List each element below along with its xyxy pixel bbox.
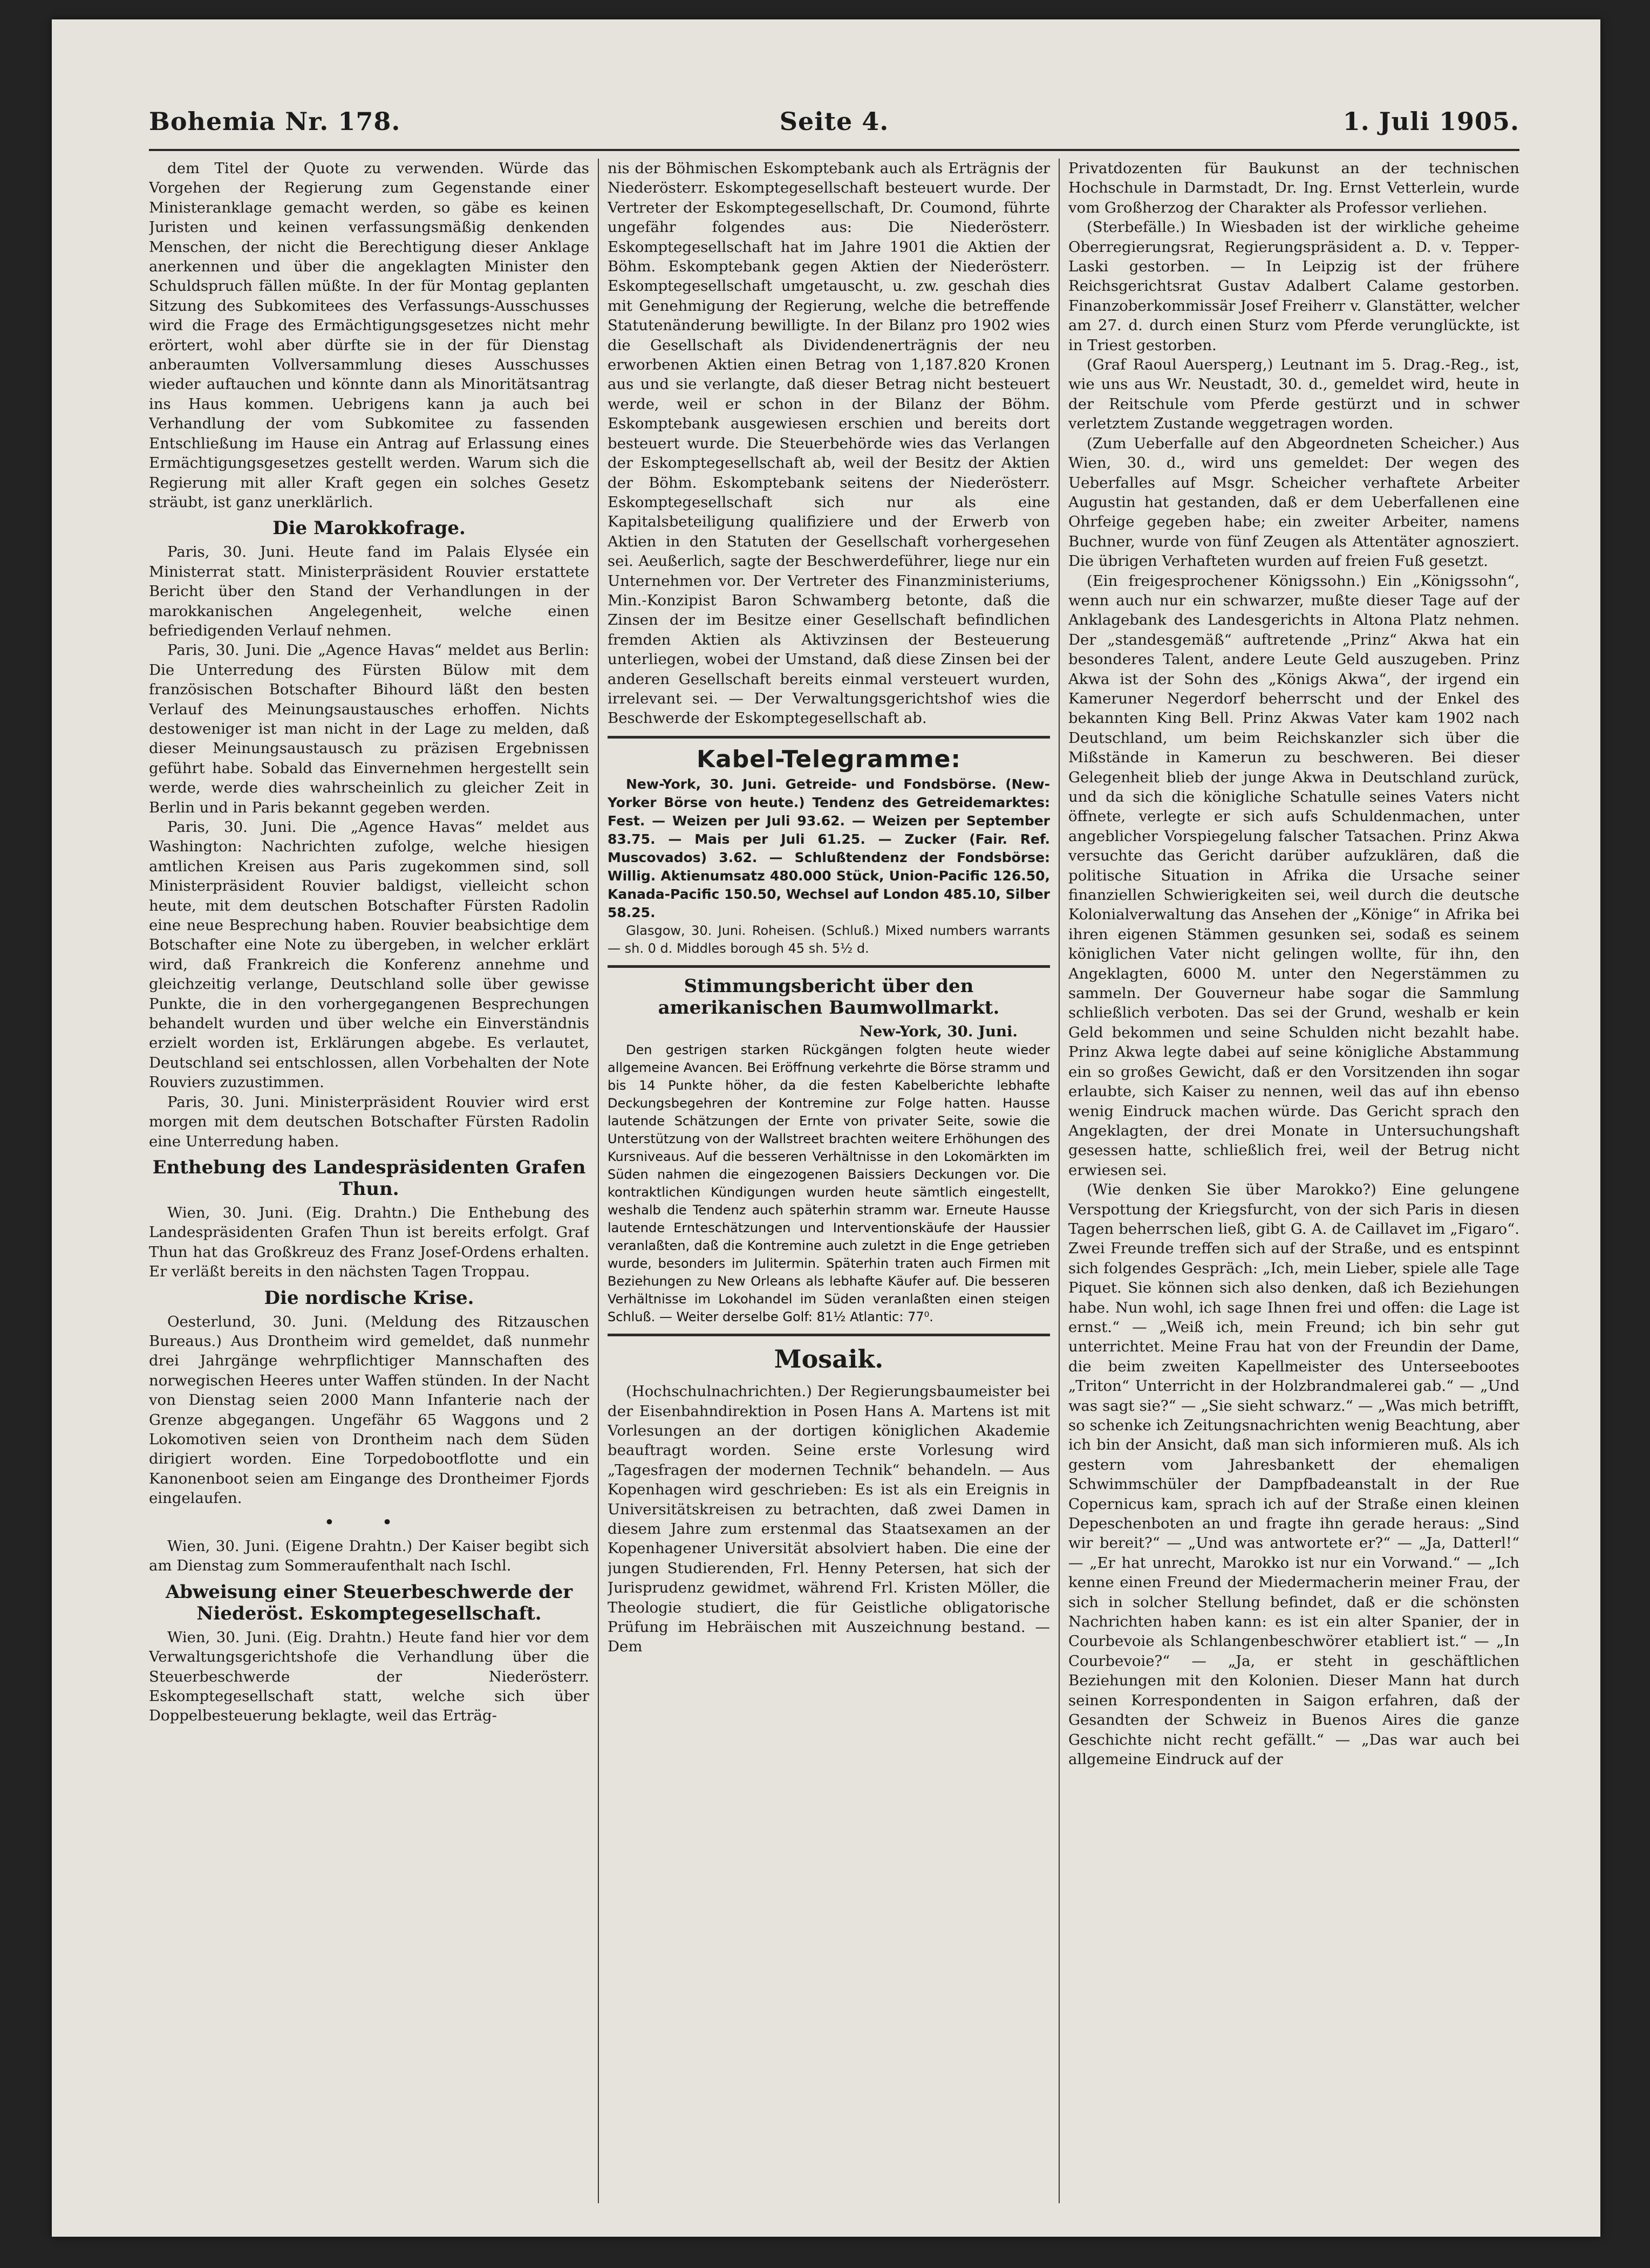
kabel-telegramme-box <box>608 736 1050 968</box>
article-text: Wien, 30. Juni. (Eigene Drahtn.) Der Kaiser begibt sich am Dienstag zum Sommeraufenthalt nach Ischl. <box>149 1538 589 1575</box>
article-text: Paris, 30. Juni. Ministerpräsident Rouvier wird erst morgen mit dem deutschen Botschafter Fürsten Radolin eine Unterredung haben. <box>149 1093 589 1150</box>
article-text: Privatdozenten für Baukunst an der technischen Hochschule in Darmstadt, Dr. Ing. Ernst Vetterlein, wurde vom Großherzog der Charakter als Professor verliehen. <box>1068 160 1519 216</box>
kabel-telegramme-heading: Kabel-Telegramme: <box>697 745 961 773</box>
article-text: Wien, 30. Juni. (Eig. Drahtn.) Die Enthebung des Landespräsidenten Grafen Thun ist bereits erfolgt. Graf Thun hat das Großkreuz des Franz Josef-Ordens erhalten. Er verläßt bereits in den nächsten Tagen Troppau. <box>149 1204 589 1281</box>
column-2 <box>608 159 1050 2209</box>
dateline: New-York, 30. Juni. <box>859 1022 1018 1040</box>
column-1 <box>149 159 589 2209</box>
section-heading-nordische-krise: Die nordische Krise. <box>264 1287 474 1309</box>
masthead-paper-number: Bohemia Nr. 178. <box>149 107 401 136</box>
article-text: nis der Böhmischen Eskomptebank auch als Erträgnis der Niederösterr. Eskomptegesellschaft besteuert wurde. Der Vertreter der Eskomptegesellschaft, Dr. Coumond, führte ungefähr folgendes aus: Die Niederösterr. Eskomptegesellschaft hat im Jahre 1901 die Aktien der Böhm. Eskomptebank gegen Aktien der Niederösterr. Eskomptegesellschaft umgetauscht, u. zw. geschah dies mit Genehmigung der Regierung, welche die betreffende Statutenänderung bewilligte. In der Bilanz pro 1902 wies die Gesellschaft als Dividendenerträgnis der neu erworbenen Aktien einen Betrag von 1,187.820 Kronen aus und sie verlangte, daß dieser Betrag nicht besteuert werde, weil er schon in der Bilanz der Böhm. Eskomptebank ausgewiesen erschien und bereits dort besteuert wurde. Die Steuerbehörde wies das Verlangen der Eskomptegesellschaft ab, weil der Besitz der Aktien der Böhm. Eskomptebank seitens der Niederösterr. Eskomptegesellschaft sich nur als eine Kapitalsbeteiligung qualifiziere und der Erwerb von Aktien in den Statuten der Gesellschaft vorhergesehen sei. Aeußerlich, sagte der Beschwerdeführer, liege nur ein Unternehmen vor. Der Vertreter des Finanzministeriums, Min.-Konzipist Baron Schwamberg betonte, daß die Zinsen der im Besitze einer Gesellschaft befindlichen fremden Aktien als Aktivzinsen der Besteuerung unterliegen, wobei der Umstand, daß diese Zinsen bei der anderen Gesellschaft bereits einmal versteuert wurden, irrelevant sei. — Der Verwaltungsgerichtshof wies die Beschwerde der Eskomptegesellschaft ab. <box>608 160 1050 727</box>
masthead-date: 1. Juli 1905. <box>1342 107 1519 136</box>
section-heading-marokko: Die Marokkofrage. <box>272 517 466 539</box>
article-text: dem Titel der Quote zu verwenden. Würde das Vorgehen der Regierung zum Gegenstande einer Ministeranklage gemacht werden, so gäbe es keinen Juristen und keinen verfassungsmäßig denkenden Menschen, der nicht die Berechtigung dieser Anklage anerkennen und über die angeklagten Minister den Schuldspruch fällen müßte. In der für Montag geplanten Sitzung des Subkomitees des Verfassungs-Ausschusses wird die Frage des Ermächtigungsgesetzes nicht mehr erörtert, wohl aber dürfte sie in der für Dienstag anberaumten Vollversammlung dieses Ausschusses wieder auftauchen und könnte dann als Minoritätsantrag ins Haus kommen. Uebrigens kann ja auch bei Verhandlung der vom Subkomitee zu fassenden Entschließung im Hause ein Antrag auf Erlassung eines Ermächtigungsgesetzes gestellt werden. Warum sich die Regierung mit aller Kraft gegen ein solches Gesetz sträubt, ist ganz unerklärlich. <box>149 160 589 511</box>
article-text: (Graf Raoul Auersperg,) Leutnant im 5. Drag.-Reg., ist, wie uns aus Wr. Neustadt, 30. d., gemeldet wird, heute in der Reitschule vom Pferde gestürzt und in schwer verletztem Zustande weggetragen worden. <box>1068 356 1519 433</box>
article-text: (Wie denken Sie über Marokko?) Eine gelungene Verspottung der Kriegsfurcht, von der sich Paris in diesen Tagen beherrschen ließ, gibt G. A. de Caillavet im „Figaro“. Zwei Freunde treffen sich auf der Straße, und es entspinnt sich folgendes Gespräch: „Ich, mein Lieber, spiele alle Tage Piquet. Sie können sich also denken, daß ich Beziehungen habe. Nun wohl, ich sage Ihnen frei und offen: die Lage ist ernst.“ — „Weiß ich, mein Freund; ich bin sehr gut unterrichtet. Meine Frau hat von der Freundin der Dame, die beim zweiten Kapellmeister des Unterseebootes „Triton“ Unterricht in der Holzbrandmalerei gab.“ — „Und was sagt sie?“ — „Sie sieht schwarz.“ — „Was mich betrifft, so schenke ich Zeitungsnachrichten wenig Beachtung, aber ich bin der Ansicht, daß man sich informieren muß. Als ich gestern vom Jahresbankett der ehemaligen Schwimmschüler der Dampfbadeanstalt in der Rue Copernicus kam, sprach ich auf der Straße einen kleinen Depeschenboten an und fragte ihn gerade heraus: „Sind wir bereit?“ — „Und was antwortete er?“ — „Ja, Datterl!“ — „Er hat unrecht, Marokko ist nur ein Vorwand.“ — „Ich kenne einen Freund der Miedermacherin meiner Frau, der sich in solcher Stellung befindet, daß er die schönsten Nachrichten haben kann: es ist ein alter Spanier, der in Courbevoie als Schlangenbeschwörer etabliert ist.“ — „In Courbevoie?“ — „Ja, er steht in geschäftlichen Beziehungen mit den Kolonien. Dieser Mann hat durch seinen Korrespondenten in Saigon erfahren, daß der Gesandten der Schweiz in Buenos Aires die ganze Geschichte nicht recht gefällt.“ — „Das war auch bei allgemeine Eindruck auf der <box>1068 1181 1519 1768</box>
telegram-text: New-York, 30. Juni. Getreide- und Fondsbörse. (New-Yorker Börse von heute.) Tendenz des Getreidemarktes: Fest. — Weizen per Juli 93.62. — Weizen per September 83.75. — Mais per Juli 61.25. — Zucker (Fair. Ref. Muscovados) 3.62. — Schlußtendenz der Fondsbörse: Willig. Aktienumsatz 480.000 Stück, Union-Pacific 126.50, Kanada-Pacific 150.50, Wechsel auf London 485.10, Silber 58.25. <box>608 776 1050 920</box>
article-text: Paris, 30. Juni. Die „Agence Havas“ meldet aus Washington: Nachrichten zufolge, welche hiesigen amtlichen Kreisen aus Paris zugekommen sind, soll Ministerpräsident Rouvier baldigst, vielleicht schon heute, mit dem deutschen Botschafter Fürsten Radolin eine neue Besprechung haben. Rouvier beabsichtige dem Botschafter eine Note zu übergeben, in welcher erklärt wird, daß Frankreich die Konferenz annehme und gleichzeitig verlange, Deutschland solle über gewisse Punkte, die in den vorhergegangenen Besprechungen behandelt wurden und über welche ein Einverständnis erzielt worden ist, Erklärungen abgebe. Es verlautet, Deutschland sei entschlossen, allen Vorbehalten der Note Rouviers zuzustimmen. <box>149 818 589 1091</box>
separator-dots: • • <box>324 1513 414 1531</box>
column-3 <box>1068 159 1519 2209</box>
column-divider <box>598 159 599 2203</box>
column-divider <box>1059 159 1060 2203</box>
article-text: (Zum Ueberfalle auf den Abgeordneten Scheicher.) Aus Wien, 30. d., wird uns gemeldet: Der wegen des Ueberfalles auf Msgr. Scheicher verhaftete Arbeiter Augustin hat gestanden, daß er dem Ueberfallenen eine Ohrfeige gegeben habe; ein zweiter Arbeiter, namens Buchner, wurde von fünf Zeugen als Attentäter agnosziert. Die übrigen Verhafteten wurden auf freien Fuß gesetzt. <box>1068 434 1519 570</box>
section-heading-steuerbeschwerde: Abweisung einer Steuerbeschwerde der Niederöst. Eskomptegesellschaft. <box>165 1581 573 1624</box>
article-text: (Hochschulnachrichten.) Der Regierungsbaumeister bei der Eisenbahndirektion in Posen Hans A. Martens ist mit Vorlesungen an der dortigen königlichen Akademie beauftragt worden. Seine erste Vorlesung wird „Tagesfragen der modernen Technik“ behandeln. — Aus Kopenhagen wird geschrieben: Es ist als ein Ereignis in Universitätskreisen zu betrachten, daß zwei Damen in diesem Jahre zum erstenmal das Staatsexamen an der Kopenhagener Universität absolviert haben. Die eine der jungen Studierenden, Frl. Henny Petersen, hat sich der Jurisprudenz gewidmet, während Frl. Kristen Möller, die Theologie studiert, die für Geistliche obligatorische Prüfung im Hebräischen mit Auszeichnung bestand. — Dem <box>608 1383 1050 1656</box>
newspaper-page <box>52 19 1600 2237</box>
article-text: Den gestrigen starken Rückgängen folgten heute wieder allgemeine Avancen. Bei Eröffnung verkehrte die Börse stramm und bis 14 Punkte höher, da die festen Kabelberichte lebhafte Deckungsbegehren der Kontremine zur Folge hatten. Hausse lautende Schätzungen der Ernte von privater Seite, sowie die Unterstützung von der Wallstreet brachten weitere Erhöhungen des Kursniveaus. Auf die besseren Verhältnisse in den Lokomärkten im Süden nahmen die eingezogenen Baissiers Deckungen vor. Die kontraktlichen Kündigungen wurden heute sämtlich eingestellt, weshalb die Tendenz auch späterhin stramm war. Erneute Hausse lautende Ernteschätzungen und Interventionskäufe der Haussier veranlaßten, daß die Kontremine auch zuletzt in die Enge getrieben wurde, besonders im Julitermin. Späterhin traten auch Firmen mit Beziehungen zu New Orleans als lebhafte Käufer auf. Die besseren Verhältnisse im Lokohandel im Süden veranlaßten einen steigen Schluß. — Weiter derselbe Golf: 81½ Atlantic: 77⁰. <box>608 1042 1050 1325</box>
section-heading-mosaik: Mosaik. <box>774 1344 884 1374</box>
article-text: Paris, 30. Juni. Die „Agence Havas“ meldet aus Berlin: Die Unterredung des Fürsten Bülow mit dem französischen Botschafter Bihourd läßt den besten Verlauf des Meinungsaustausches erhoffen. Nichts destoweniger ist man nicht in der Lage zu melden, daß dieser Meinungsaustausch zu präzisen Ergebnissen geführt habe. Sobald das Einvernehmen hergestellt sein werde, werde dies wahrscheinlich zu gleicher Zeit in Berlin und in Paris bekannt gegeben werden. <box>149 641 589 816</box>
article-text: Oesterlund, 30. Juni. (Meldung des Ritzauschen Bureaus.) Aus Drontheim wird gemeldet, daß nunmehr drei Jahrgänge wehrpflichtiger Mannschaften des norwegischen Heeres unter Waffen stünden. In der Nacht von Dienstag seien 2000 Mann Infanterie nach der Grenze abgegangen. Ungefähr 65 Waggons und 2 Lokomotiven seien von Drontheim nach dem Süden dirigiert worden. Eine Torpedobootflotte und ein Kanonenboot seien am Eingange des Drontheimer Fjords eingelaufen. <box>149 1313 589 1507</box>
masthead-page-number: Seite 4. <box>779 107 889 136</box>
section-rule <box>608 1334 1050 1336</box>
article-text: (Ein freigesprochener Königssohn.) Ein „Königssohn“, wenn auch nur ein schwarzer, mußte dieser Tage auf der Anklagebank des Landesgerichts in Altona Platz nehmen. Der „standesgemäß“ auftretende „Prinz“ Akwa hat ein besonderes Talent, andere Leute Geld auszugeben. Prinz Akwa ist der Sohn des „Königs Akwa“, der irgend ein Kameruner Negerdorf beherrscht und der Enkel des bekannten King Bell. Prinz Akwas Vater kam 1902 nach Deutschland, um beim Reichskanzler sich über die Mißstände in Kamerun zu beschweren. Bei dieser Gelegenheit blieb der junge Akwa in Deutschland zurück, und da sich die königliche Schatulle seines Vaters nicht öffnete, verlegte er sich aufs Schuldenmachen, unter angeblicher Vorspiegelung falscher Tatsachen. Prinz Akwa versuchte das Gericht darüber aufzuklären, daß die politische Situation in Afrika die Ursache seiner finanziellen Schwierigkeiten sei, weil durch die deutsche Kolonialverwaltung das Ansehen der „Könige“ in Afrika bei ihren eigenen Stämmen gesunken sei, sodaß es seinem königlichen Vater nicht gelingen wollte, für ihn, den Angeklagten, 6000 M. unter den Negerstämmen zu sammeln. Der Gouverneur habe sogar die Sammlung schließlich verboten. Das sei der Grund, weshalb er kein Geld bekommen und seine Schulden nicht bezahlt habe. Prinz Akwa legte dabei auf seine königliche Abstammung ein so großes Gewicht, daß er den Vorsitzenden ihn sogar erlaubte, sich Kaiser zu nennen, weil das auf ihn ebenso wenig Eindruck machen würde. Das Gericht sprach den Angeklagten, der drei Monate in Untersuchungshaft gesessen hatte, schließlich frei, weil der Betrug nicht erwiesen sei. <box>1068 572 1519 1179</box>
telegram-text: Glasgow, 30. Juni. Roheisen. (Schluß.) Mixed numbers warrants — sh. 0 d. Middles borough 45 sh. 5½ d. <box>608 923 1050 956</box>
article-text: Wien, 30. Juni. (Eig. Drahtn.) Heute fand hier vor dem Verwaltungsgerichtshofe die Verhandlung über die Steuerbeschwerde der Niederösterr. Eskomptegesellschaft statt, welche sich über Doppelbesteuerung beklagte, weil das Erträg- <box>149 1628 589 1725</box>
masthead-rule <box>149 149 1519 151</box>
section-heading-baumwollmarkt: Stimmungsbericht über den amerikanischen Baumwollmarkt. <box>658 975 1000 1019</box>
article-text: Paris, 30. Juni. Heute fand im Palais Elysée ein Ministerrat statt. Ministerpräsident Rouvier erstattete Bericht über den Stand der Verhandlungen in der marokkanischen Angelegenheit, welche einen befriedigenden Verlauf nehmen. <box>149 543 589 639</box>
masthead <box>149 100 1519 144</box>
article-text: (Sterbefälle.) In Wiesbaden ist der wirkliche geheime Oberregierungsrat, Regierungspräsident a. D. v. Tepper-Laski gestorben. — In Leipzig ist der frühere Reichsgerichtsrat Gustav Adalbert Calame gestorben. Finanzoberkommissär Josef Freiherr v. Glanstätter, welcher am 27. d. durch einen Sturz vom Pferde verunglückte, ist in Triest gestorben. <box>1068 218 1519 354</box>
section-heading-thun: Enthebung des Landespräsidenten Grafen Thun. <box>152 1156 586 1200</box>
